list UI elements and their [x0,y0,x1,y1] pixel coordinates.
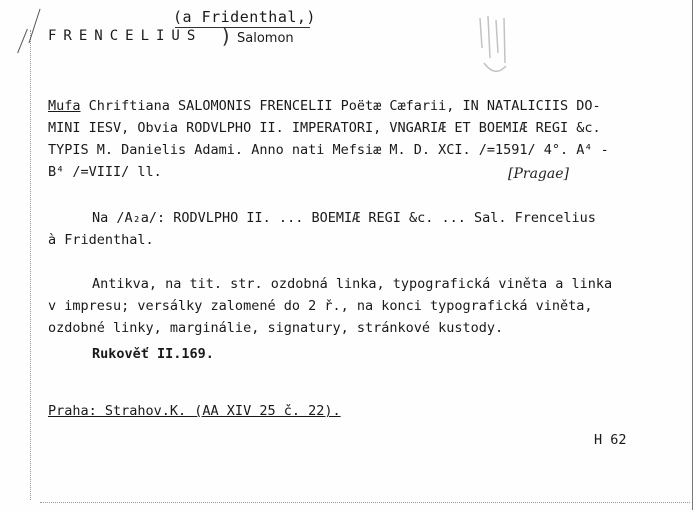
card-right-edge [692,0,694,510]
pen-mark [17,29,28,53]
handwritten-place: [Pragae] [508,166,569,182]
title-line-4: B⁴ /=VIII/ ll. [48,164,162,180]
faded-stamp-icon [470,8,520,88]
shelf-mark: H 62 [594,432,627,448]
description-line-3: ozdobné linky, marginálie, signatury, stránkové kustody. [48,320,504,336]
card-left-edge [30,30,32,500]
bracket-mark: ) [220,24,233,48]
heading-firstname: Salomon [237,31,294,46]
note-line-1: Na /A₂a/: RODVLPHO II. ... BOEMIÆ REGI &c. ... Sal. Frencelius [92,210,596,226]
description-line-2: v impresu; versálky zalomené do 2 ř., na konci typografická viněta, [48,298,593,314]
title-line-2: MINI IESV, Obvia RODVLPHO II. IMPERATORI, VNGARIÆ ET BOEMIÆ REGI &c. [48,120,601,136]
holding-location: Praha: Strahov.K. (AA XIV 25 č. 22). [48,403,341,419]
title-line-1-text: Chriftiana SALOMONIS FRENCELII Poëtæ Cæfarii, IN NATALICIIS DO- [80,98,601,114]
heading-surname: FRENCELIUS [48,28,203,44]
description-line-1: Antikva, na tit. str. ozdobná linka, typografická viněta a linka [92,276,613,292]
pen-mark [28,9,40,44]
title-line-1 [48,95,601,117]
card-bottom-edge [40,502,690,504]
title-first-word: Mufa [48,98,81,114]
reference: Rukověť II.169. [92,346,214,362]
alternate-name: (a Fridenthal,) [173,8,316,26]
note-line-2: à Fridenthal. [48,232,154,248]
title-line-3: TYPIS M. Danielis Adami. Anno nati Mefsiæ M. D. XCI. /=1591/ 4°. A⁴ - [48,142,609,158]
